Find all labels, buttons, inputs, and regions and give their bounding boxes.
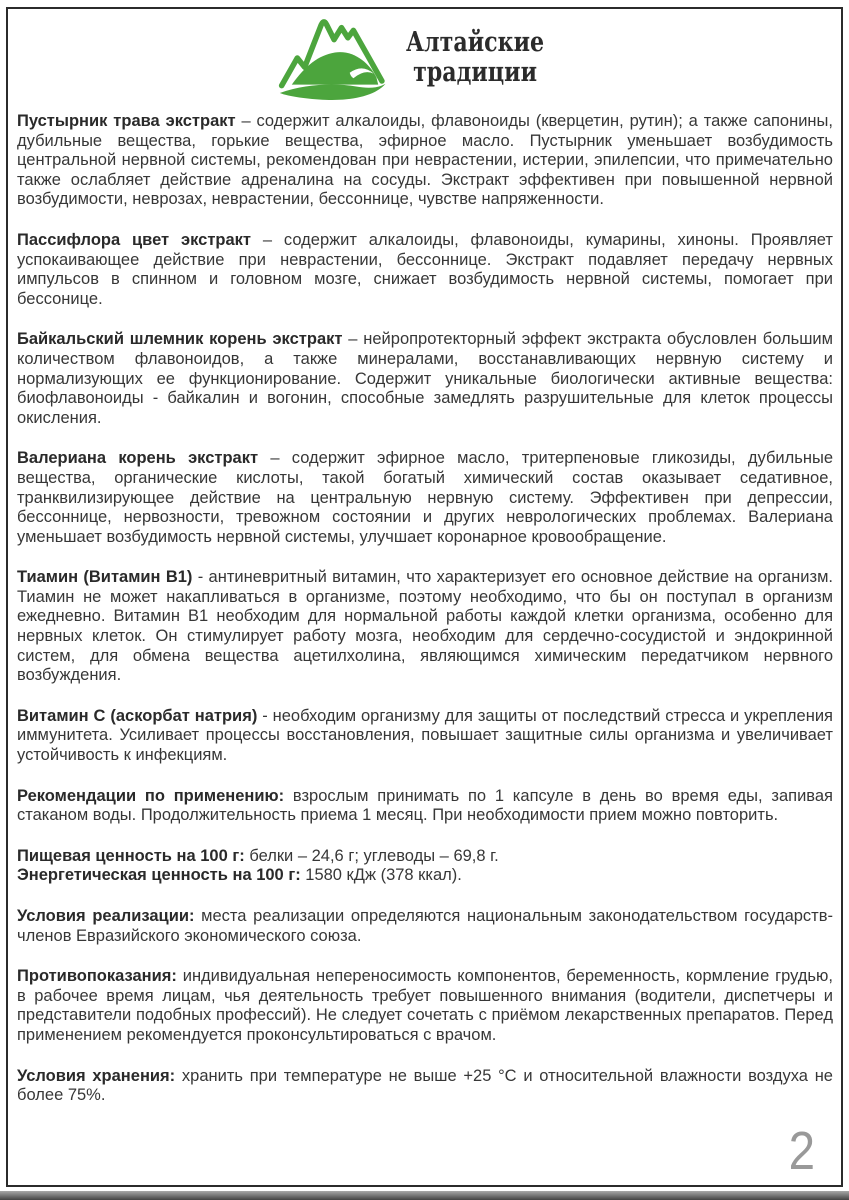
paragraph-lead: Пассифлора цвет экстракт [17, 230, 251, 249]
paragraph-lead: Условия хранения: [17, 1066, 176, 1085]
paragraph-text: – содержит алкалоиды, флавоноиды, кумарины, хиноны. Проявляет успокаивающее действие при неврастении, бессоннице. Экстракт подавляет передачу нервных импульсов в спинном и головном мозге, снижает возбудимость нервной системы, помогает при бессонице. [17, 230, 833, 308]
paragraph [17, 568, 833, 686]
paragraph-line [17, 907, 833, 946]
brand-name [406, 28, 544, 88]
logo-swoosh [280, 84, 386, 100]
paragraph-text: хранить при температуре не выше +25 °С и относительной влажности воздуха не более 75%. [17, 1066, 833, 1105]
paragraph [17, 112, 833, 210]
paragraph-text: - антиневритный витамин, что характеризует его основное действие на организм. Тиамин не может накапливаться в организме, поэтому необходимо, что бы он поступал в организм ежедневно. Витамин В1 необходим для нормальной работы каждой клетки организма, особенно для нервных клеток. Он стимулирует работу мозга, необходим для сердечно-сосудистой и эндокринной систем, для обмена вещества ацетилхолина, являющимся химическим передатчиком нервного возбуждения. [17, 568, 833, 685]
paragraph-lead: Противопоказания: [17, 967, 177, 986]
paragraph-lead: Валериана корень экстракт [17, 449, 259, 468]
paragraph-line [17, 707, 833, 766]
paragraph-lead: Пищевая ценность на 100 г: [17, 846, 245, 865]
paragraph [17, 907, 833, 946]
paragraph-line [17, 449, 833, 547]
paragraph-text: 1580 кДж (378 ккал). [300, 866, 462, 885]
brand-line-2: традиции [413, 57, 538, 88]
paragraph-lead: Рекомендации по применению: [17, 786, 285, 805]
scan-edge-shadow [0, 1191, 849, 1200]
paragraph [17, 967, 833, 1045]
paragraph-text: белки – 24,6 г; углеводы – 69,8 г. [244, 846, 499, 865]
mountain-logo-icon [274, 12, 396, 104]
paragraph-line [17, 967, 833, 1045]
brand-line-1: Алтайские [406, 27, 545, 58]
paragraph [17, 1067, 833, 1106]
brand-header [0, 10, 849, 106]
paragraph-line [17, 112, 833, 210]
paragraph-line [17, 787, 833, 826]
paragraph-text: – нейропротекторный эффект экстракта обусловлен большим количеством флавоноидов, а также минералами, восстанавливающих нервную систему и нормализующих ее функционирование. Содержит уникальные биологически активные вещества: биофлавоноиды - байкалин и вогонин, способные замедлять разрушительные для клеток процессы окисления. [17, 330, 833, 427]
paragraph-text: взрослым принимать по 1 капсуле в день во время еды, запивая стаканом воды. Продолжительность приема 1 месяц. При необходимости прием можно повторить. [17, 786, 833, 825]
page-number: 2 [788, 1121, 815, 1181]
paragraph-line [17, 847, 833, 867]
paragraph-lead: Витамин С (аскорбат натрия) [17, 706, 258, 725]
paragraph-text: индивидуальная непереносимость компонентов, беременность, кормление грудью, в рабочее время лицам, чья деятельность требует повышенного внимания (водители, диспетчеры и представители подобных профессий). Не следует сочетать с приёмом лекарственных препаратов. Перед применением рекомендуется проконсультироваться с врачом. [17, 967, 833, 1044]
paragraph-lead: Пустырник трава экстракт [17, 112, 236, 130]
document-body [17, 112, 833, 1127]
paragraph-line [17, 1067, 833, 1106]
paragraph [17, 787, 833, 826]
paragraph-text: - необходим организму для защиты от последствий стресса и укрепления иммунитета. Усиливает процессы восстановления, повышает защитные силы организма и увеличивает устойчивость к инфекциям. [17, 706, 833, 765]
paragraph-line [17, 866, 833, 886]
paragraph-line [17, 568, 833, 686]
paragraph [17, 231, 833, 309]
paragraph-line [17, 330, 833, 428]
paragraph-lead: Энергетическая ценность на 100 г: [17, 866, 301, 885]
paragraph-line [17, 231, 833, 309]
paragraph-text: места реализации определяются национальным законодательством государств-членов Евразийского экономического союза. [17, 907, 833, 945]
paragraph [17, 330, 833, 428]
paragraph-text: – содержит эфирное масло, тритерпеновые гликозиды, дубильные вещества, органические кислоты, такой богатый химический состав оказывает седативное, транквилизирующее действие на центральную нервную систему. Эффективен при депрессии, бессоннице, нервозности, тревожном состоянии и других неврологических проблемах. Валериана уменьшает возбудимость нервной системы, улучшает коронарное кровообращение. [17, 449, 834, 546]
paragraph-text: – содержит алкалоиды, флавоноиды (кверцетин, рутин); а также сапонины, дубильные вещества, горькие вещества, эфирное масло. Пустырник уменьшает возбудимость центральной нервной системы, рекомендован при неврастении, истерии, эпилепсии, что примечательно также ослабляет действие адреналина на сосуды. Экстракт эффективен при повышенной нервной возбудимости, неврозах, неврастении, бессоннице, чувстве напряженности. [17, 112, 833, 209]
paragraph-lead: Условия реализации: [17, 907, 195, 925]
paragraph-lead: Тиамин (Витамин В1) [17, 568, 193, 587]
paragraph [17, 449, 833, 547]
paragraph [17, 847, 833, 886]
paragraph [17, 707, 833, 766]
paragraph-lead: Байкальский шлемник корень экстракт [17, 330, 343, 349]
